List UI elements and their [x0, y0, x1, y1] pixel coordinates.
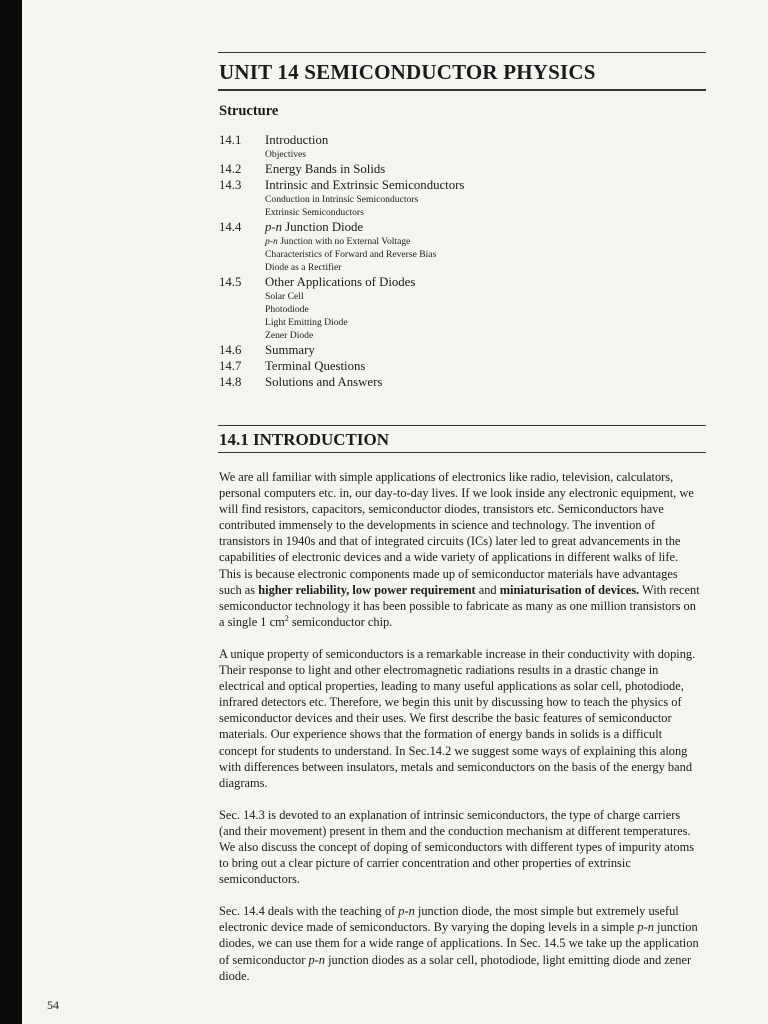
toc-entry-number: 14.2 — [219, 162, 242, 176]
toc-subentry: Objectives — [265, 149, 307, 160]
body-text — [219, 469, 701, 1000]
title-top-rule — [218, 52, 706, 53]
toc-entry-number: 14.8 — [219, 375, 242, 389]
paragraph-3: Sec. 14.3 is devoted to an explanation of intrinsic semiconductors, the type of charge carriers (and their movement) present in them and the conduction mechanism at different temperatures. We also discuss the concept of doping of semiconductors with different types of impurity atoms to bring out a clear picture of carrier concentration and other properties of extrinsic semiconductors. — [219, 807, 695, 887]
toc-entry — [219, 374, 699, 390]
toc-entry-number: 14.7 — [219, 359, 242, 373]
toc-entry-title: p-n Junction Diode — [265, 220, 364, 234]
toc-entry-number: 14.6 — [219, 343, 242, 357]
toc-entry-number: 14.5 — [219, 275, 242, 289]
section-bottom-rule — [218, 452, 706, 453]
toc-entry-title: Intrinsic and Extrinsic Semiconductors — [265, 178, 465, 192]
toc-entry — [219, 358, 699, 374]
toc-entry — [219, 177, 699, 219]
title-bottom-rule — [218, 89, 706, 91]
section-top-rule — [218, 425, 706, 426]
toc-subentry: Zener Diode — [265, 330, 314, 341]
toc-entry-number: 14.1 — [219, 133, 242, 147]
toc-entry-title: Energy Bands in Solids — [265, 162, 386, 176]
toc-entry — [219, 132, 699, 161]
toc-subentry: Light Emitting Diode — [265, 317, 348, 328]
toc-subentry: Conduction in Intrinsic Semiconductors — [265, 194, 419, 205]
scan-edge-shadow — [0, 0, 22, 1024]
toc-entry-number: 14.4 — [219, 220, 242, 234]
toc-subentry: Diode as a Rectifier — [265, 262, 342, 273]
table-of-contents — [219, 132, 699, 390]
toc-subentry: p-n Junction with no External Voltage — [265, 236, 411, 247]
toc-entry-number: 14.3 — [219, 178, 242, 192]
section-heading: 14.1 INTRODUCTION — [219, 430, 390, 449]
toc-subentry: Photodiode — [265, 304, 309, 315]
toc-entry-title: Solutions and Answers — [265, 375, 383, 389]
toc-entry-title: Introduction — [265, 133, 329, 147]
toc-entry — [219, 161, 699, 177]
toc-entry — [219, 342, 699, 358]
structure-heading: Structure — [219, 103, 279, 119]
toc-subentry: Characteristics of Forward and Reverse Bias — [265, 249, 437, 260]
toc-entry-title: Summary — [265, 343, 315, 357]
paragraph-2: A unique property of semiconductors is a remarkable increase in their conductivity with doping. Their response to light and other electromagnetic radiations results in a drastic change in electrical and optical properties, leading to many useful applications as solar cell, photodiode, infrared detectors etc. Therefore, we begin this unit by discussing how to teach the physics of semiconductor devices and their uses. We first describe the basic features of semiconductor materials. Our experience shows that the formation of energy bands in solids is a difficult concept for students to understand. In Sec.14.2 we suggest some ways of explaining this along with differences between insulators, metals and semiconductors on the basis of the energy band diagrams. — [219, 646, 696, 790]
toc-entry — [219, 274, 699, 342]
toc-subentry: Solar Cell — [265, 291, 304, 302]
paragraph-1: We are all familiar with simple applications of electronics like radio, television, calculators, personal computers etc. in, our day-to-day lives. If we look inside any electronic equipment, we will find resistors, capacitors, semiconductor diodes, transistors etc. Semiconductors have contributed immensely to the developments in science and technology. The invention of transistors in 1940s and that of integrated circuits (ICs) later led to great advancements in the capabilities of electronic devices and a wide variety of applications in different walks of life. This is because electronic components made up of semiconductor materials have advantages such as higher reliability, low power requirement and miniaturisation of devices. With recent semiconductor technology it has been possible to fabricate as many as one million transistors on a single 1 $cm^2$ semiconductor chip. — [219, 470, 700, 629]
toc-subentry: Extrinsic Semiconductors — [265, 207, 364, 218]
toc-entry-title: Other Applications of Diodes — [265, 275, 416, 289]
toc-entry-title: Terminal Questions — [265, 359, 366, 373]
toc-entry — [219, 219, 699, 274]
unit-title: UNIT 14 SEMICONDUCTOR PHYSICS — [219, 60, 596, 84]
paragraph-4: Sec. 14.4 deals with the teaching of p-n junction diode, the most simple but extremely useful electronic device made of semiconductors. By varying the doping levels in a simple p-n junction diodes, we can use them for a wide range of applications. In Sec. 14.5 we take up the application of semiconductor p-n junction diodes as a solar cell, photodiode, light emitting diode and zener diode. — [219, 904, 699, 983]
page-number: 54 — [47, 998, 59, 1012]
